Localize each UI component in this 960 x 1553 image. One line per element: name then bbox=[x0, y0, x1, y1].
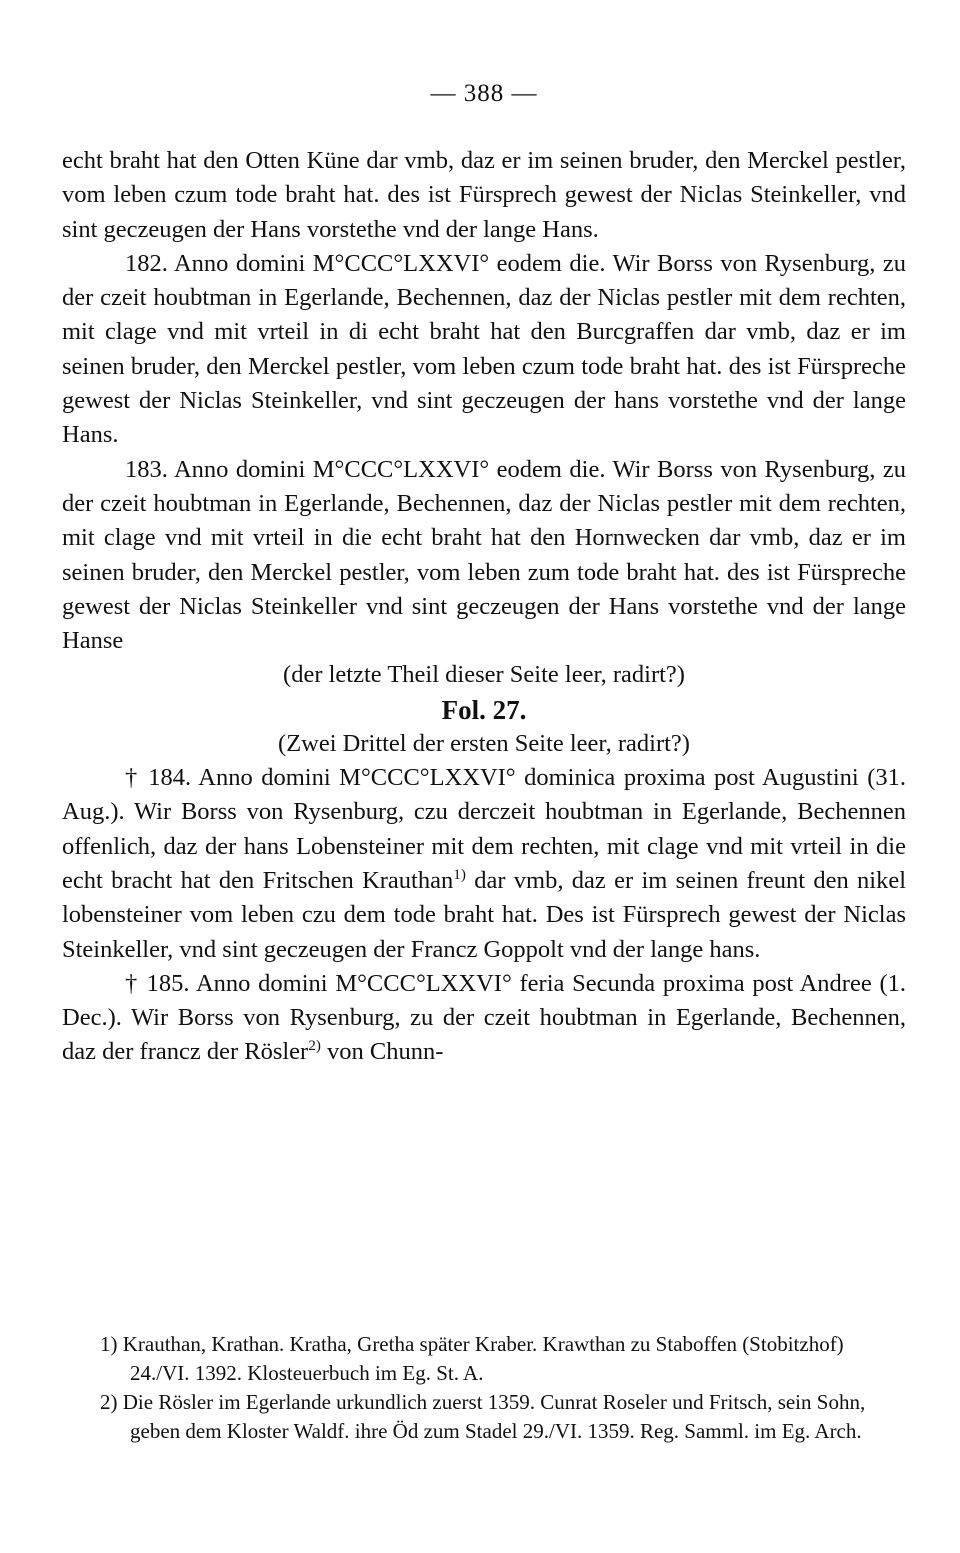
entry-182: 182. Anno domini M°CCC°LXXVI° eodem die. Wir Borss von Rysenburg, zu der czeit houbtman in Egerlande, Bechennen, daz der Niclas pestler mit dem rechten, mit clage vnd mit vrteil in di echt braht hat den Burcgraffen dar vmb, daz er im seinen bruder, den Merckel pestler, vom leben czum tode braht hat. des ist Fürspreche gewest der Niclas Steinkeller, vnd sint geczeugen der hans vorstethe vnd der lange Hans. bbox=[62, 249, 906, 449]
entry-185 bbox=[62, 967, 906, 1070]
footnote-1: 1) Krauthan, Krathan. Kratha, Gretha später Kraber. Krawthan zu Staboffen (Stobitzhof) 24./VI. 1392. Klosteuerbuch im Eg. St. A. bbox=[100, 1332, 844, 1385]
continuation-paragraph: echt braht hat den Otten Küne dar vmb, daz er im seinen bruder, den Merckel pestler, vom leben czum tode braht hat. des ist Fürsprech gewest der Niclas Steinkeller, vnd sint geczeugen der Hans vorstethe vnd der lange Hans. bbox=[62, 147, 906, 243]
footnote-2: 2) Die Rösler im Egerlande urkundlich zuerst 1359. Cunrat Roseler und Fritsch, sein Sohn, geben dem Kloster Waldf. ihre Öd zum Stadel 29./VI. 1359. Reg. Samml. im Eg. Arch. bbox=[100, 1390, 866, 1443]
entry-184-text-a: † 184. Anno domini M°CCC°LXXVI° dominica proxima post Augustini (31. Aug.). Wir Borss von Rysenburg, czu derczeit houbtman in Egerlande, Bechennen offenlich, daz der hans Lobensteiner mit dem rechten, mit clage vnd mit vrteil in die echt bracht hat den Fritschen Krauthan bbox=[62, 764, 906, 894]
entry-185-text-a: † 185. Anno domini M°CCC°LXXVI° feria Secunda proxima post Andree (1. Dec.). Wir Borss von Rysenburg, zu der czeit houbtman in Egerlande, Bechennen, daz der francz der Rösler bbox=[62, 969, 906, 1066]
editorial-note-1: (der letzte Theil dieser Seite leer, radirt?) bbox=[283, 661, 685, 689]
footnote-ref-2: 2) bbox=[308, 1037, 321, 1055]
entry-185-text-b: von Chunn- bbox=[320, 1038, 444, 1066]
folio-heading: Fol. 27. bbox=[441, 694, 527, 725]
body-text bbox=[62, 144, 906, 1070]
entry-183: 183. Anno domini M°CCC°LXXVI° eodem die. Wir Borss von Rysenburg, zu der czeit houbtman in Egerlande, Bechennen, daz der Niclas pestler mit dem rechten, mit clage vnd mit vrteil in die echt braht hat den Hornwecken dar vmb, daz er im seinen bruder, den Merckel pestler, vom leben zum tode braht hat. des ist Fürspreche gewest der Niclas Steinkeller vnd sint geczeugen der Hans vorstethe vnd der lange Hanse bbox=[62, 455, 906, 655]
entry-184-text-b: dar vmb, daz er im seinen freunt den nikel lobensteiner vom leben czu dem tode braht hat. Des ist Fürsprech gewest der Niclas Steinkeller, vnd sint geczeugen der Francz Goppolt vnd der lange hans. bbox=[62, 866, 907, 963]
page-number: — 388 — bbox=[430, 80, 538, 107]
footnotes bbox=[62, 1330, 906, 1446]
editorial-note-2: (Zwei Drittel der ersten Seite leer, radirt?) bbox=[278, 729, 690, 757]
entry-184 bbox=[62, 761, 906, 967]
footnote-ref-1: 1) bbox=[453, 865, 466, 883]
